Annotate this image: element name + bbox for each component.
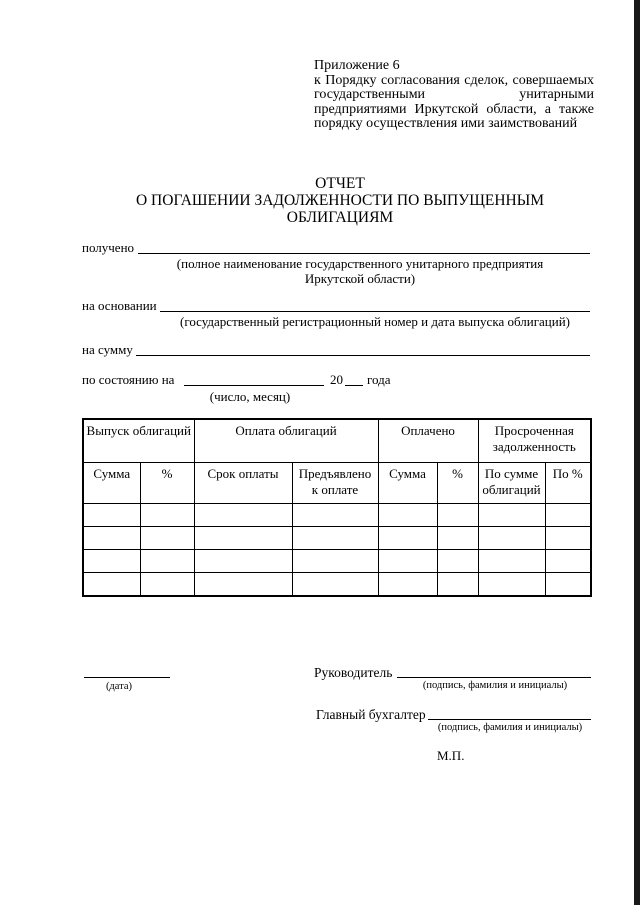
- col-paid-sum: Сумма: [378, 463, 437, 504]
- as-of-label: по состоянию на: [82, 372, 175, 387]
- col-presented: Предъявлено к оплате: [292, 463, 378, 504]
- table-cell[interactable]: [194, 550, 292, 573]
- group-paid: Оплачено: [378, 419, 478, 463]
- basis-hint: (государственный регистрационный номер и дата выпуска облигаций): [179, 314, 571, 329]
- received-hint-line1: (полное наименование государственного унитарного предприятия: [176, 256, 544, 271]
- col-paid-percent: %: [437, 463, 478, 504]
- table-cell[interactable]: [437, 504, 478, 527]
- stamp-place: М.П.: [437, 748, 465, 763]
- table-cell[interactable]: [140, 527, 194, 550]
- appendix-note: [314, 59, 594, 132]
- as-of-year-suffix: года: [367, 372, 391, 387]
- accountant-label: Главный бухгалтер: [316, 707, 426, 722]
- table-cell[interactable]: [194, 573, 292, 597]
- table-cell[interactable]: [437, 550, 478, 573]
- table-cell[interactable]: [478, 527, 545, 550]
- scan-edge: [634, 0, 640, 905]
- head-hint: (подпись, фамилия и инициалы): [422, 680, 568, 691]
- table-sub-header: [83, 463, 591, 504]
- table-cell[interactable]: [545, 527, 591, 550]
- table-cell[interactable]: [378, 504, 437, 527]
- table-cell[interactable]: [140, 573, 194, 597]
- date-hint: (дата): [105, 681, 133, 692]
- received-label: получено: [82, 240, 135, 255]
- accountant-hint: (подпись, фамилия и инициалы): [437, 722, 583, 733]
- col-overdue-percent: По %: [545, 463, 591, 504]
- table-cell[interactable]: [478, 573, 545, 597]
- received-hint: [150, 256, 570, 286]
- head-label: Руководитель: [314, 665, 393, 680]
- received-hint-line2: Иркутской области): [304, 271, 416, 286]
- report-subtitle: О ПОГАШЕНИИ ЗАДОЛЖЕННОСТИ ПО ВЫПУЩЕННЫМ ОБЛИГАЦИЯМ: [135, 192, 545, 226]
- table-cell[interactable]: [194, 527, 292, 550]
- table-cell[interactable]: [478, 550, 545, 573]
- table-row: [83, 504, 591, 527]
- basis-field[interactable]: [160, 311, 590, 312]
- date-field[interactable]: [84, 677, 170, 678]
- table-cell[interactable]: [83, 573, 140, 597]
- amount-label: на сумму: [82, 342, 133, 357]
- report-title: ОТЧЕТ: [315, 175, 365, 192]
- table-cell[interactable]: [545, 550, 591, 573]
- group-issue: Выпуск облигаций: [83, 419, 194, 463]
- table-row: [83, 550, 591, 573]
- table-row: [83, 527, 591, 550]
- table-cell[interactable]: [378, 550, 437, 573]
- as-of-year-prefix: 20: [330, 372, 343, 387]
- col-payment-term: Срок оплаты: [194, 463, 292, 504]
- table-row: [83, 573, 591, 597]
- amount-field[interactable]: [136, 355, 590, 356]
- table-group-header: [83, 419, 591, 463]
- table-cell[interactable]: [478, 504, 545, 527]
- col-issue-sum: Сумма: [83, 463, 140, 504]
- table-cell[interactable]: [437, 527, 478, 550]
- table-cell[interactable]: [292, 573, 378, 597]
- table-cell[interactable]: [378, 573, 437, 597]
- appendix-text: к Порядку согласования сделок, совершаемых государственными унитарными предприятиями Иркутской области, а также порядку осуществления ими заимствований: [314, 72, 594, 131]
- appendix-title: Приложение 6: [314, 58, 400, 73]
- bonds-table: [82, 418, 592, 597]
- group-overdue: Просроченная задолженность: [478, 419, 591, 463]
- table-cell[interactable]: [194, 504, 292, 527]
- as-of-hint: (число, месяц): [209, 389, 291, 404]
- group-payment: Оплата облигаций: [194, 419, 378, 463]
- as-of-year-field[interactable]: [345, 385, 363, 386]
- report-heading: [120, 175, 560, 226]
- table-cell[interactable]: [545, 573, 591, 597]
- col-overdue-sum: По сумме облигаций: [478, 463, 545, 504]
- col-issue-percent: %: [140, 463, 194, 504]
- basis-label: на основании: [82, 298, 157, 313]
- table-cell[interactable]: [140, 550, 194, 573]
- as-of-date-field[interactable]: [184, 385, 324, 386]
- table-cell[interactable]: [378, 527, 437, 550]
- table-cell[interactable]: [292, 504, 378, 527]
- table-cell[interactable]: [545, 504, 591, 527]
- table-cell[interactable]: [292, 527, 378, 550]
- table-cell[interactable]: [83, 527, 140, 550]
- received-field[interactable]: [138, 253, 590, 254]
- table-cell[interactable]: [83, 550, 140, 573]
- head-signature-field[interactable]: [397, 677, 591, 678]
- table-cell[interactable]: [292, 550, 378, 573]
- table-cell[interactable]: [83, 504, 140, 527]
- table-cell[interactable]: [140, 504, 194, 527]
- table-cell[interactable]: [437, 573, 478, 597]
- accountant-signature-field[interactable]: [428, 719, 591, 720]
